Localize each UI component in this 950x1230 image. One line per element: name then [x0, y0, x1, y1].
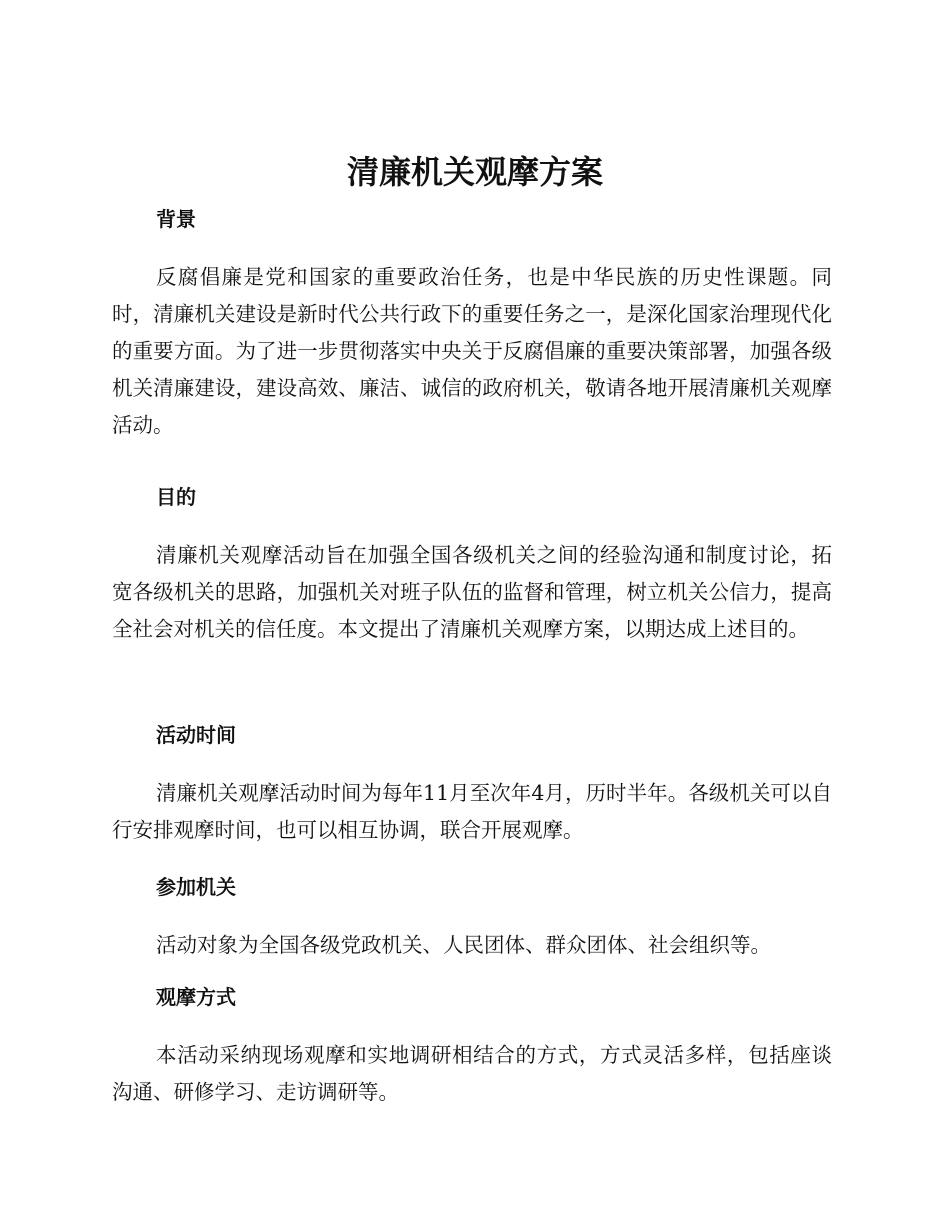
section-heading: 目的	[156, 485, 196, 509]
section-heading: 背景	[156, 207, 196, 231]
section-paragraph: 清廉机关观摩活动旨在加强全国各级机关之间的经验沟通和制度讨论，拓宽各级机关的思路，加强机关对班子队伍的监督和管理，树立机关公信力，提高全社会对机关的信任度。本文提出了清廉机关观摩方案，以期达成上述目的。	[112, 543, 832, 641]
section-paragraph: 反腐倡廉是党和国家的重要政治任务，也是中华民族的历史性课题。同时，清廉机关建设是新时代公共行政下的重要任务之一，是深化国家治理现代化的重要方面。为了进一步贯彻落实中央关于反腐倡廉的重要决策部署，加强各级机关清廉建设，建设高效、廉洁、诚信的政府机关，敬请各地开展清廉机关观摩活动。	[112, 265, 832, 437]
section-activity-time	[112, 720, 832, 849]
section-background	[112, 204, 832, 444]
section-paragraph: 本活动采纳现场观摩和实地调研相结合的方式，方式灵活多样，包括座谈沟通、研修学习、走访调研等。	[112, 1043, 832, 1104]
section-heading: 观摩方式	[156, 985, 236, 1009]
section-paragraph: 清廉机关观摩活动时间为每年11月至次年4月，历时半年。各级机关可以自行安排观摩时间，也可以相互协调，联合开展观摩。	[112, 781, 832, 842]
section-paragraph: 活动对象为全国各级党政机关、人民团体、群众团体、社会组织等。	[156, 933, 771, 957]
section-heading: 活动时间	[156, 723, 236, 747]
section-heading: 参加机关	[156, 875, 236, 899]
section-participants	[112, 872, 832, 964]
section-observation-method	[112, 982, 832, 1111]
document-title: 清廉机关观摩方案	[346, 153, 603, 191]
section-purpose	[112, 482, 832, 648]
